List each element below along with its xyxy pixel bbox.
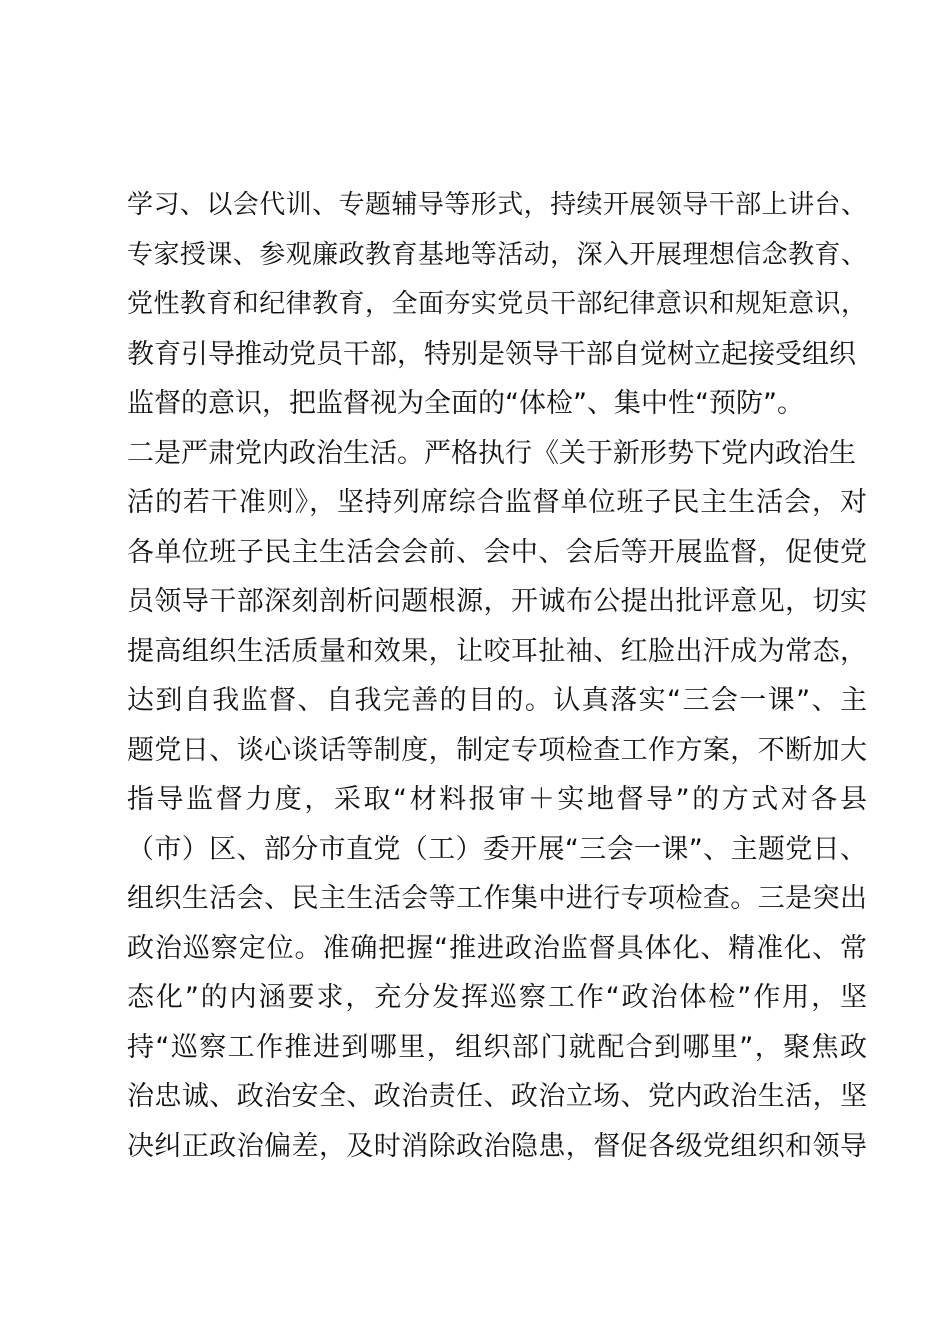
text-line: 各单位班子民主生活会会前、会中、会后等开展监督，促使党	[127, 536, 867, 568]
text-line: （市）区、部分市直党（工）委开展“三会一课”、主题党日、	[127, 833, 867, 865]
text-line: 活的若干准则》，坚持列席综合监督单位班子民主生活会，对	[127, 487, 867, 518]
text-line: 决纠正政治偏差，及时消除政治隐患，督促各级党组织和领导	[127, 1130, 867, 1162]
text-line: 政治巡察定位。准确把握“推进政治监督具体化、精准化、常	[127, 932, 867, 964]
text-line: 专家授课、参观廉政教育基地等活动，深入开展理想信念教育、	[127, 239, 867, 270]
text-line: 达到自我监督、自我完善的目的。认真落实“三会一课”、主	[127, 685, 867, 716]
text-line: 教育引导推动党员干部，特别是领导干部自觉树立起接受组织	[127, 338, 856, 370]
text-line: 治忠诚、政治安全、政治责任、政治立场、党内政治生活，坚	[127, 1081, 867, 1112]
text-line: 指导监督力度，采取“材料报审＋实地督导”的方式对各县	[127, 784, 867, 815]
text-line: 二是严肃党内政治生活。严格执行《关于新形势下党内政治生	[127, 437, 856, 469]
text-line: 学习、以会代训、专题辅导等形式，持续开展领导干部上讲台、	[127, 190, 867, 220]
text-line: 党性教育和纪律教育，全面夯实党员干部纪律意识和规矩意识，	[127, 289, 867, 319]
text-line: 题党日、谈心谈话等制度，制定专项检查工作方案，不断加大	[127, 734, 867, 766]
text-line: 态化”的内涵要求，充分发挥巡察工作“政治体检”作用，坚	[127, 982, 867, 1013]
text-line: 组织生活会、民主生活会等工作集中进行专项检查。三是突出	[127, 883, 867, 914]
text-line: 员领导干部深刻剖析问题根源，开诚布公提出批评意见，切实	[127, 586, 867, 617]
text-line: 提高组织生活质量和效果，让咬耳扯袖、红脸出汗成为常态，	[127, 635, 867, 667]
text-line: 监督的意识，把监督视为全面的“体检”、集中性“预防”。	[127, 388, 804, 419]
body-text	[127, 181, 867, 1171]
text-line: 持“巡察工作推进到哪里，组织部门就配合到哪里”，聚焦政	[127, 1031, 867, 1063]
